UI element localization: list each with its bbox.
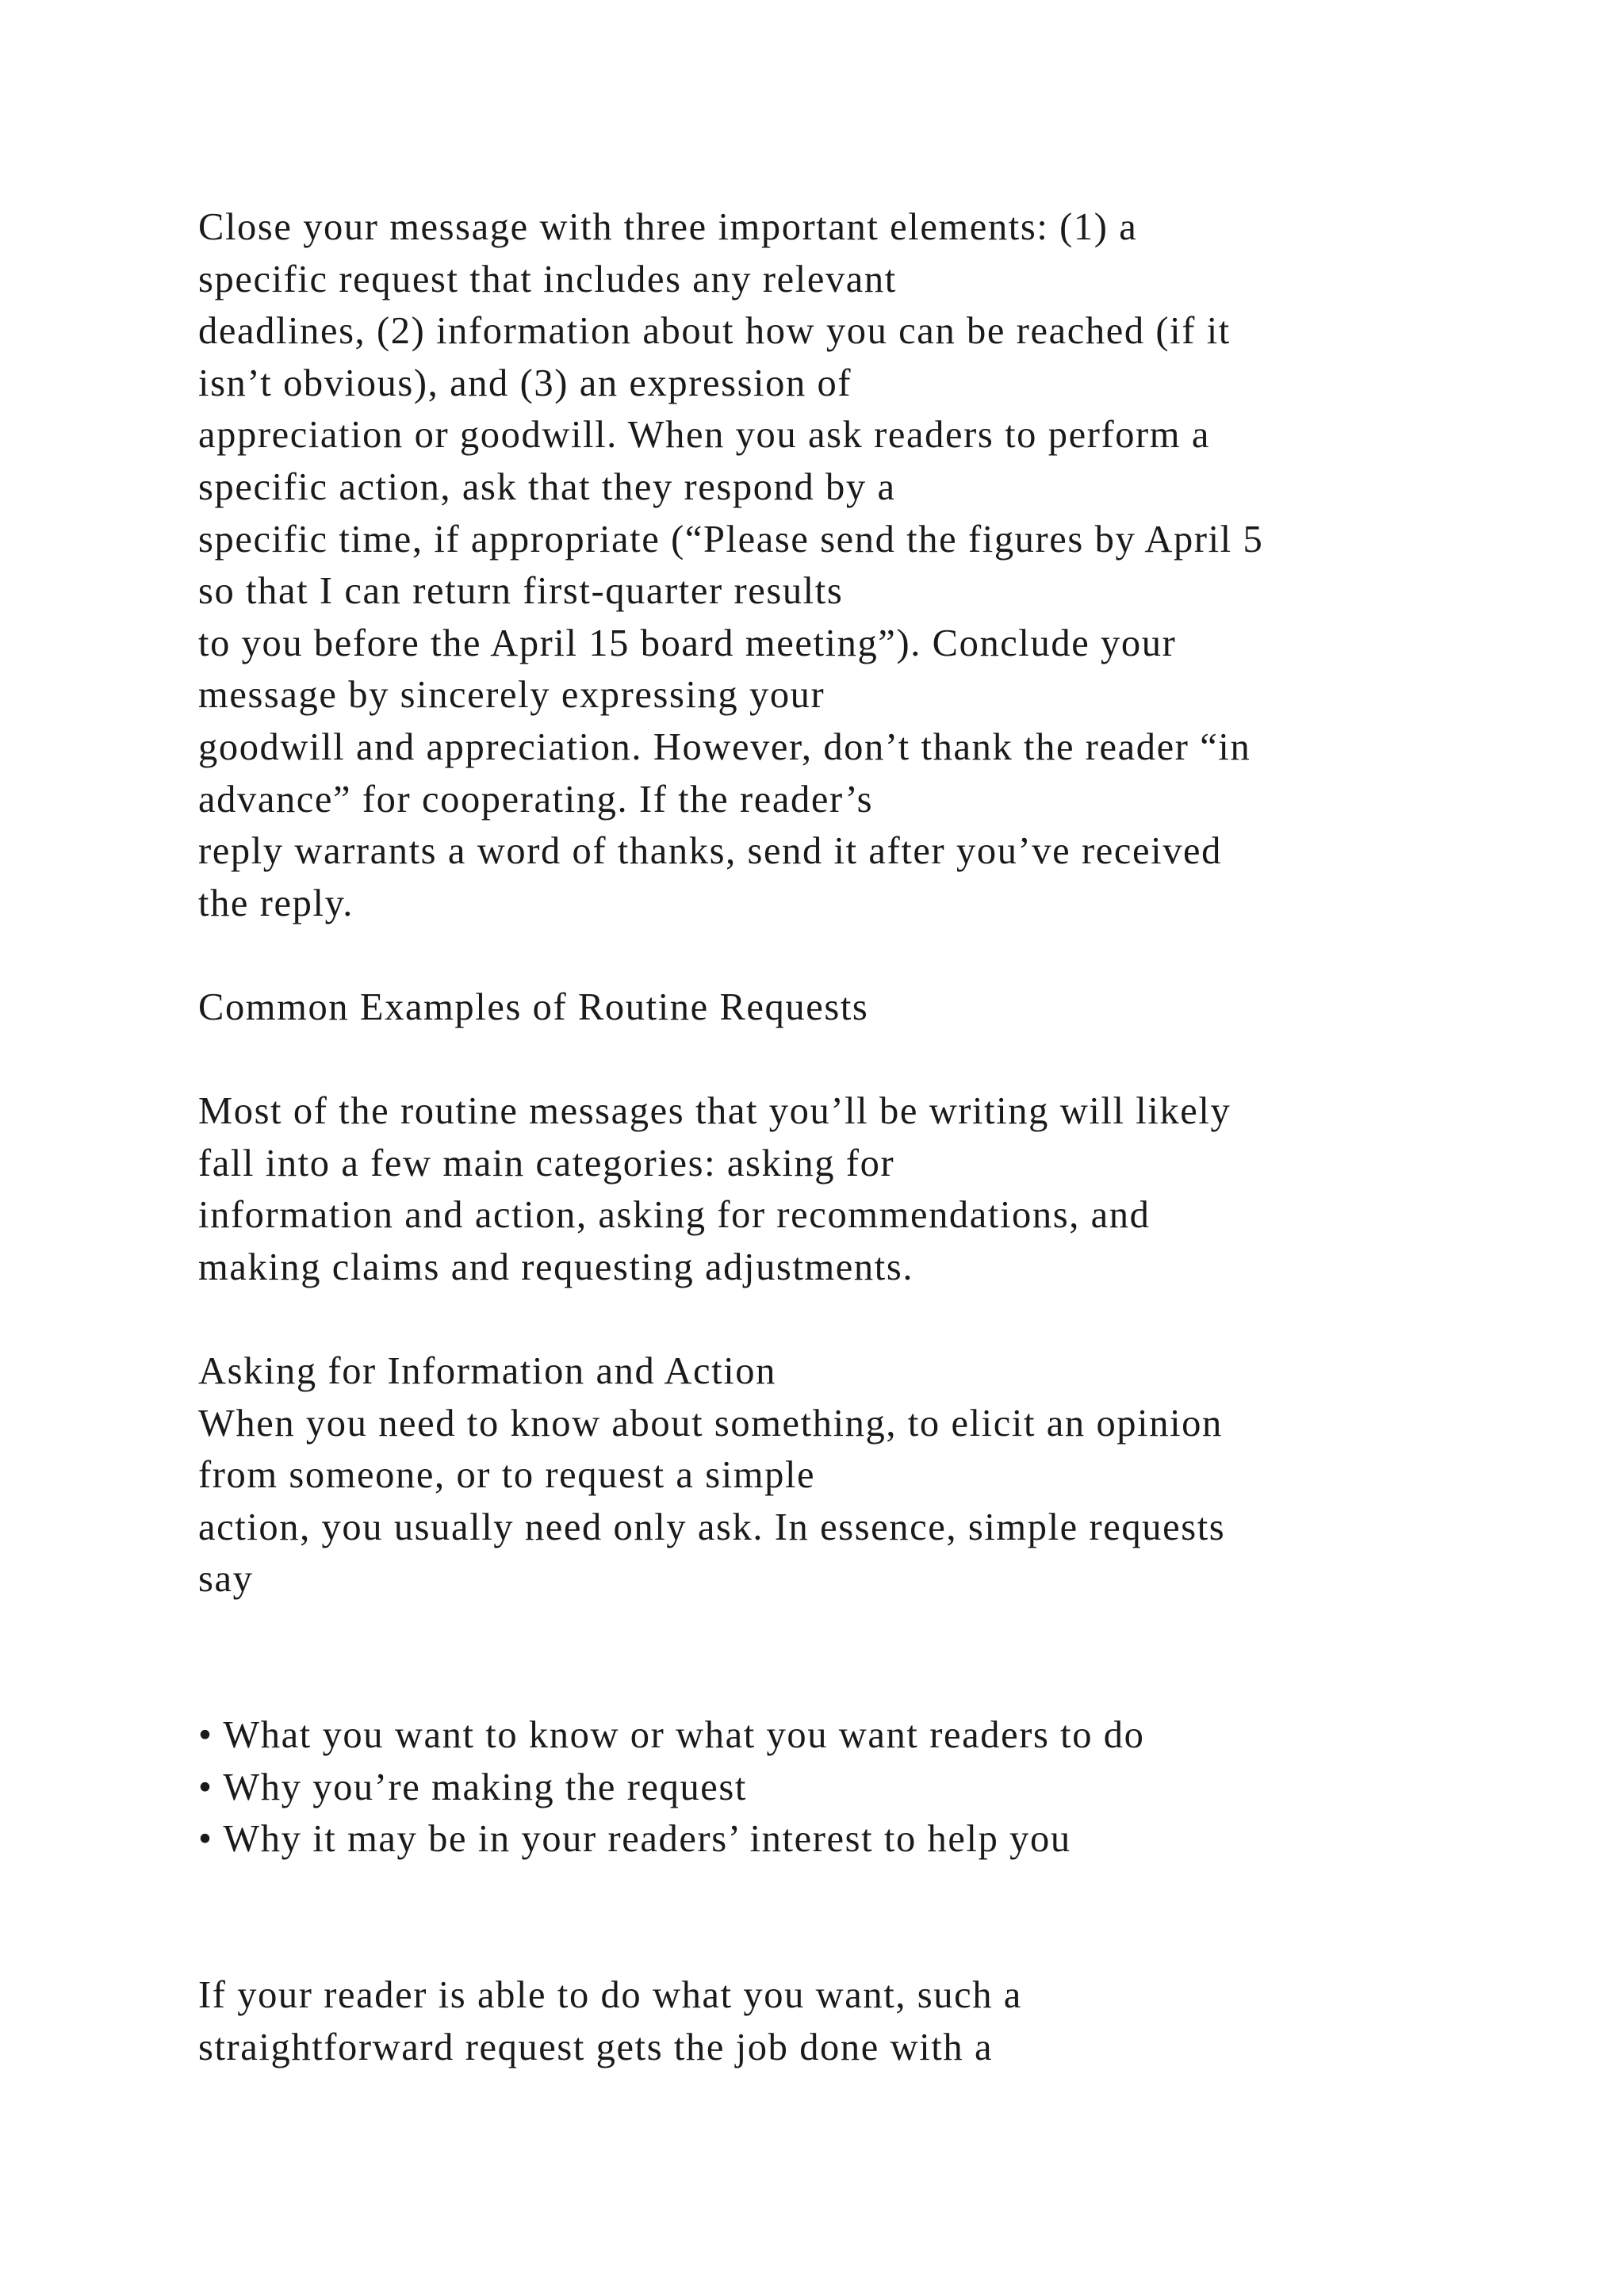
- text-line: say: [198, 1558, 254, 1601]
- paragraph: [198, 1969, 1499, 2073]
- text-line: Close your message with three important elements: (1) a: [198, 206, 1138, 248]
- text-line: deadlines, (2) information about how you can be reached (if it: [198, 310, 1231, 353]
- text-line: message by sincerely expressing your: [198, 674, 825, 717]
- section-heading: [198, 1345, 1499, 1398]
- section-heading: [198, 982, 1499, 1034]
- blank-line: [198, 1918, 1499, 1970]
- text-line: so that I can return first-quarter results: [198, 570, 844, 613]
- text-line: making claims and requesting adjustments.: [198, 1246, 914, 1288]
- paragraph: [198, 1398, 1499, 1605]
- paragraph: [198, 1085, 1499, 1293]
- list-item: • Why you’re making the request: [198, 1766, 747, 1808]
- text-line: If your reader is able to do what you want, such a: [198, 1974, 1022, 2017]
- text-line: When you need to know about something, to elicit an opinion: [198, 1402, 1223, 1445]
- list-item: • What you want to know or what you want readers to do: [198, 1714, 1145, 1757]
- blank-line: [198, 929, 1499, 982]
- text-line: action, you usually need only ask. In essence, simple requests: [198, 1506, 1226, 1548]
- text-line: specific time, if appropriate (“Please send the figures by April 5: [198, 518, 1264, 561]
- text-line: reply warrants a word of thanks, send it after you’ve received: [198, 830, 1223, 873]
- blank-line: [198, 1866, 1499, 1918]
- text-line: Most of the routine messages that you’ll be writing will likely: [198, 1090, 1231, 1133]
- text-line: straightforward request gets the job done with a: [198, 2026, 994, 2068]
- text-line: from someone, or to request a simple: [198, 1454, 816, 1497]
- text-line: isn’t obvious), and (3) an expression of: [198, 362, 852, 404]
- blank-line: [198, 1658, 1499, 1710]
- list-item: • Why it may be in your readers’ interest to help you: [198, 1818, 1071, 1861]
- blank-line: [198, 1293, 1499, 1345]
- text-line: specific request that includes any relevant: [198, 258, 897, 300]
- paragraph: [198, 201, 1499, 929]
- text-line: specific action, ask that they respond by a: [198, 465, 896, 508]
- text-line: to you before the April 15 board meeting”). Conclude your: [198, 622, 1177, 664]
- heading-line: Common Examples of Routine Requests: [198, 985, 869, 1028]
- heading-line: Asking for Information and Action: [198, 1350, 776, 1393]
- document-body: [198, 201, 1499, 2073]
- text-line: goodwill and appreciation. However, don’t thank the reader “in: [198, 725, 1251, 768]
- text-line: the reply.: [198, 882, 354, 924]
- text-line: fall into a few main categories: asking for: [198, 1142, 895, 1184]
- text-line: advance” for cooperating. If the reader’s: [198, 778, 874, 821]
- text-line: information and action, asking for recommendations, and: [198, 1194, 1151, 1237]
- blank-line: [198, 1605, 1499, 1658]
- bullet-list: [198, 1709, 1499, 1866]
- text-line: appreciation or goodwill. When you ask readers to perform a: [198, 414, 1210, 457]
- blank-line: [198, 1034, 1499, 1086]
